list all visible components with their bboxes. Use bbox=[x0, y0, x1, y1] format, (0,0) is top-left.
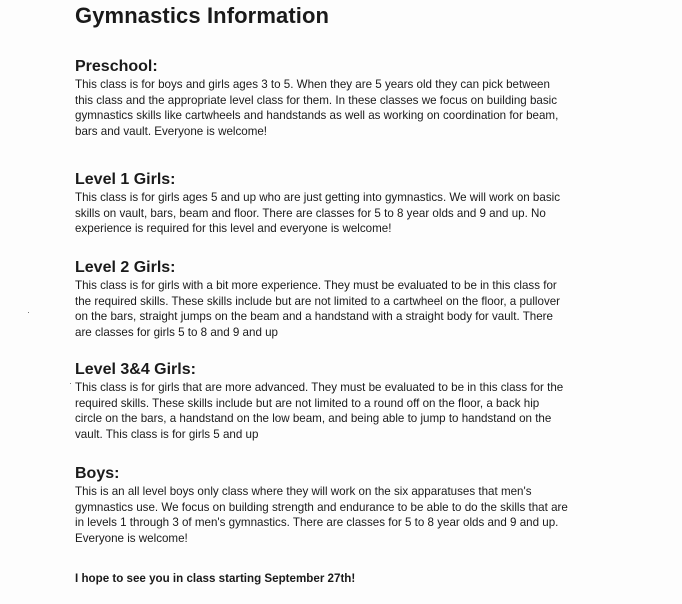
body-line: are classes for girls 5 to 8 and 9 and up bbox=[75, 325, 279, 339]
body-line: vault. This class is for girls 5 and up bbox=[75, 427, 259, 441]
body-line: bars and vault. Everyone is welcome! bbox=[75, 124, 268, 138]
page-title: Gymnastics Information bbox=[75, 3, 330, 28]
body-line: skills on vault, bars, beam and floor. There are classes for 5 to 8 year olds and 9 and up. No bbox=[75, 206, 546, 220]
section-heading: Boys: bbox=[75, 465, 120, 482]
section-boys bbox=[75, 464, 635, 546]
closing-note: I hope to see you in class starting September 27th! bbox=[75, 572, 356, 585]
section-body bbox=[75, 484, 635, 546]
body-line: This is an all level boys only class where they will work on the six apparatuses that men's bbox=[75, 485, 532, 498]
body-line: This class is for girls that are more advanced. They must be evaluated to be in this class for the bbox=[75, 381, 564, 394]
body-line: Everyone is welcome! bbox=[75, 531, 188, 545]
section-heading: Level 2 Girls: bbox=[75, 259, 176, 276]
scan-speck bbox=[28, 312, 29, 313]
body-line: This class is for girls ages 5 and up who are just getting into gymnastics. We will work on basic bbox=[75, 191, 561, 204]
section-heading: Level 3&4 Girls: bbox=[75, 361, 196, 378]
section-preschool bbox=[75, 57, 635, 139]
section-body bbox=[75, 190, 635, 237]
section-body bbox=[75, 77, 635, 139]
section-body bbox=[75, 380, 635, 442]
section-heading: Level 1 Girls: bbox=[75, 171, 176, 188]
section-level-2-girls bbox=[75, 258, 635, 340]
body-line: required skills. These skills include but are not limited to a round off on the floor, a back hip bbox=[75, 396, 540, 410]
body-line: This class is for boys and girls ages 3 to 5. When they are 5 years old they can pick between bbox=[75, 78, 550, 91]
scan-speck bbox=[70, 383, 71, 384]
body-line: gymnastics skills like cartwheels and handstands as well as working on coordination for beam, bbox=[75, 109, 559, 123]
body-line: in levels 1 through 3 of men's gymnastics. There are classes for 5 to 8 year olds and 9 and up. bbox=[75, 516, 559, 530]
body-line: This class is for girls with a bit more experience. They must be evaluated to be in this class for bbox=[75, 279, 557, 292]
body-line: on the bars, straight jumps on the beam and a handstand with a straight body for vault. There bbox=[75, 310, 553, 324]
body-line: this class and the appropriate level class for them. In these classes we focus on building basic bbox=[75, 93, 558, 107]
body-line: the required skills. These skills include but are not limited to a cartwheel on the floor, a pullover bbox=[75, 294, 561, 308]
section-level-3-4-girls bbox=[75, 360, 635, 442]
body-line: circle on the bars, a handstand on the low beam, and being able to jump to handstand on the bbox=[75, 412, 552, 426]
section-body bbox=[75, 278, 635, 340]
body-line: experience is required for this level and everyone is welcome! bbox=[75, 222, 392, 236]
section-heading: Preschool: bbox=[75, 58, 158, 75]
body-line: gymnastics use. We focus on building strength and endurance to be able to do the skills that are bbox=[75, 500, 568, 514]
section-level-1-girls bbox=[75, 170, 635, 237]
